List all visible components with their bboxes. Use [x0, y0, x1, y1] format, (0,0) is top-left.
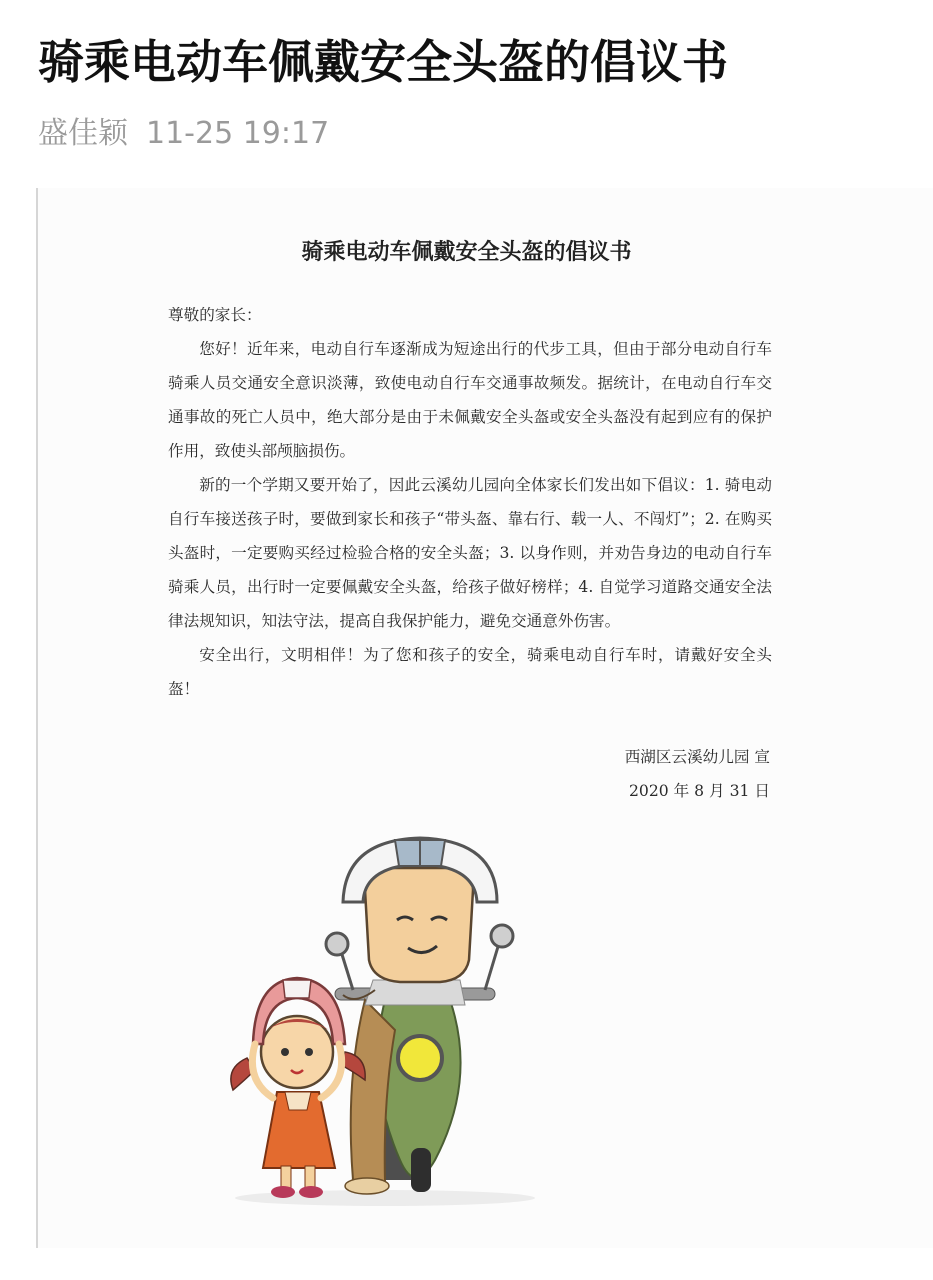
author-name[interactable]: 盛佳颖 [38, 116, 128, 151]
paragraph-1: 您好！近年来，电动自行车逐渐成为短途出行的代步工具，但由于部分电动自行车骑乘人员交通安全意识淡薄，致使电动自行车交通事故频发。据统计，在电动自行车交通事故的死亡人员中，绝大部分是由于未佩戴安全头盔或安全头盔没有起到应有的保护作用，致使头部颅脑损伤。 [168, 340, 772, 460]
document-date: 2020 年 8 月 31 日 [628, 782, 770, 800]
document-title: 骑乘电动车佩戴安全头盔的倡议书 [301, 240, 632, 265]
article-title: 骑乘电动车佩戴安全头盔的倡议书 [38, 35, 728, 89]
publish-time: 11-25 19:17 [146, 116, 330, 151]
article-meta [38, 112, 329, 156]
paragraph-3: 安全出行，文明相伴！为了您和孩子的安全，骑乘电动自行车时，请戴好安全头盔！ [168, 646, 772, 698]
salutation: 尊敬的家长： [168, 306, 262, 324]
helmet-safety-illustration [215, 830, 535, 1210]
signature: 西湖区云溪幼儿园 宣 [624, 748, 770, 766]
document-signature-block [500, 740, 770, 808]
document-body [168, 298, 772, 706]
paragraph-2: 新的一个学期又要开始了，因此云溪幼儿园向全体家长们发出如下倡议：1. 骑电动自行车接送孩子时，要做到家长和孩子“带头盔、靠右行、载一人、不闯灯”；2. 在购买头盔时，一定要购买经过检验合格的安全头盔；3. 以身作则，并劝告身边的电动自行车骑乘人员，出行时一定要佩戴安全头盔，给孩子做好榜样；4. 自觉学习道路交通安全法律法规知识，知法守法，提高自我保护能力，避免交通意外伤害。 [168, 476, 772, 630]
